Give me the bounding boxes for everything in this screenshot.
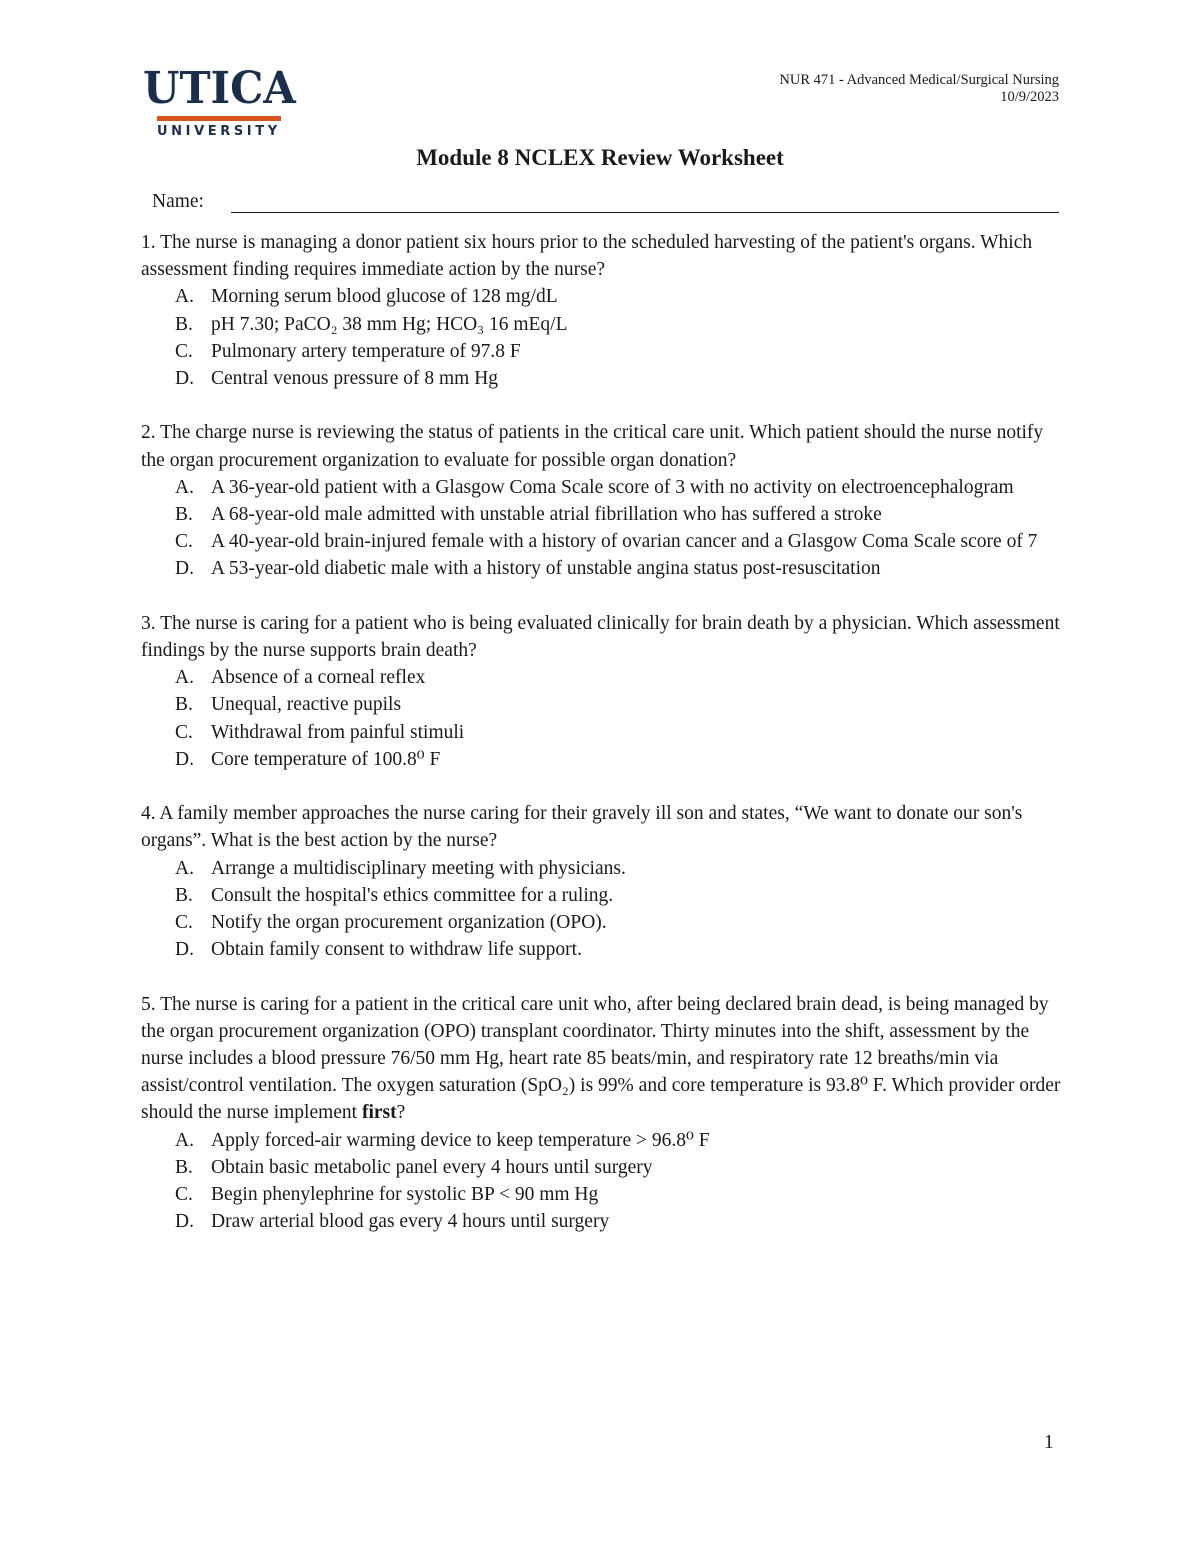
logo-wordmark: UTICA [143, 63, 296, 114]
question-stem-emphasis: first [361, 1102, 397, 1124]
option-letter: A. [175, 476, 194, 498]
answer-option [141, 501, 1071, 528]
question-stem [141, 991, 1071, 1127]
option-letter: C. [175, 531, 193, 553]
question-stem: 4. A family member approaches the nurse caring for their gravely ill son and states, “We want to donate our son's organs”. What is the best action by the nurse? [141, 803, 1023, 852]
option-text: A 68-year-old male admitted with unstable atrial fibrillation who has suffered a stroke [211, 504, 882, 526]
option-letter: C. [175, 721, 193, 743]
university-logo [143, 63, 296, 139]
option-text: pH 7.30; PaCO₂ 38 mm Hg; HCO₃ 16 mEq/L [211, 313, 568, 335]
option-text: Central venous pressure of 8 mm Hg [211, 368, 499, 390]
logo-accent-bar [157, 116, 281, 121]
answer-option [141, 664, 1071, 691]
course-date: 10/9/2023 [1000, 89, 1059, 105]
worksheet-questions [141, 229, 1071, 1263]
option-text: Apply forced-air warming device to keep temperature > 96.8⁰ F [211, 1129, 710, 1151]
answer-option [141, 311, 1071, 338]
option-text: Pulmonary artery temperature of 97.8 F [211, 340, 521, 362]
option-letter: B. [175, 694, 193, 716]
option-text: Arrange a multidisciplinary meeting with physicians. [211, 857, 626, 879]
question-stem-end: ? [396, 1102, 406, 1124]
answer-options [141, 283, 1071, 392]
option-text: A 40-year-old brain-injured female with a history of ovarian cancer and a Glasgow Coma Scale score of 7 [211, 531, 1038, 553]
option-letter: B. [175, 884, 193, 906]
option-letter: A. [175, 667, 194, 689]
option-letter: D. [175, 558, 194, 580]
answer-option [141, 719, 1071, 746]
answer-option [141, 365, 1071, 392]
option-text: Absence of a corneal reflex [211, 667, 426, 689]
answer-option [141, 691, 1071, 718]
option-letter: B. [175, 1156, 193, 1178]
option-text: Morning serum blood glucose of 128 mg/dL [211, 286, 558, 308]
option-text: Obtain basic metabolic panel every 4 hours until surgery [211, 1156, 653, 1178]
option-text: Notify the organ procurement organization (OPO). [211, 912, 607, 934]
question-3 [141, 610, 1071, 773]
answer-option [141, 1154, 1071, 1181]
answer-options [141, 855, 1071, 964]
answer-option [141, 855, 1071, 882]
option-letter: B. [175, 313, 193, 335]
option-text: Obtain family consent to withdraw life support. [211, 939, 582, 961]
page-number: 1 [1044, 1432, 1054, 1453]
answer-option [141, 909, 1071, 936]
answer-options [141, 1127, 1071, 1236]
question-stem: 2. The charge nurse is reviewing the status of patients in the critical care unit. Which patient should the nurse notify the organ procurement organization to evaluate for possible organ donation? [141, 422, 1044, 471]
option-letter: D. [175, 939, 194, 961]
question-stem: 1. The nurse is managing a donor patient six hours prior to the scheduled harvesting of the patient's organs. Which assessment finding requires immediate action by the nurse? [141, 232, 1033, 281]
course-header [779, 72, 1059, 106]
answer-option [141, 882, 1071, 909]
option-letter: A. [175, 1129, 194, 1151]
question-stem-text: 5. The nurse is caring for a patient in the critical care unit who, after being declared brain dead, is being managed by the organ procurement organization (OPO) transplant coordinator. Thirty minutes into the shift, assessment by the nurse includes a blood pressure 76/50 mm Hg, heart rate 85 beats/min, and respiratory rate 12 breaths/min via assist/control ventilation. The oxygen saturation (SpO₂) is 99% and core temperature is 93.8⁰ F. Which provider order should the nurse implement [141, 993, 1061, 1124]
option-letter: D. [175, 368, 194, 390]
option-text: A 53-year-old diabetic male with a history of unstable angina status post-resuscitation [211, 558, 881, 580]
question-stem: 3. The nurse is caring for a patient who is being evaluated clinically for brain death by a physician. Which assessment findings by the nurse supports brain death? [141, 612, 1060, 662]
answer-option [141, 555, 1071, 582]
name-field-line[interactable] [231, 212, 1059, 213]
answer-option [141, 746, 1071, 773]
logo-subtitle: UNIVERSITY [157, 124, 281, 139]
option-letter: D. [175, 1211, 194, 1233]
name-label: Name: [152, 191, 204, 212]
answer-option [141, 936, 1071, 963]
option-letter: A. [175, 857, 194, 879]
option-letter: C. [175, 912, 193, 934]
option-letter: D. [175, 748, 194, 770]
question-1 [141, 229, 1071, 392]
option-letter: C. [175, 1184, 193, 1206]
option-text: Core temperature of 100.8⁰ F [211, 748, 441, 770]
page-title: Module 8 NCLEX Review Worksheet [416, 145, 784, 170]
answer-options [141, 474, 1071, 583]
course-title: NUR 471 - Advanced Medical/Surgical Nursing [779, 72, 1059, 88]
answer-option [141, 1181, 1071, 1208]
answer-option [141, 338, 1071, 365]
answer-option [141, 1127, 1071, 1154]
option-letter: A. [175, 286, 194, 308]
option-text: A 36-year-old patient with a Glasgow Coma Scale score of 3 with no activity on electroencephalogram [211, 476, 1014, 498]
answer-option [141, 528, 1071, 555]
question-4 [141, 800, 1071, 963]
question-5 [141, 991, 1071, 1236]
option-text: Withdrawal from painful stimuli [211, 721, 465, 743]
answer-option [141, 474, 1071, 501]
option-letter: B. [175, 504, 193, 526]
answer-option [141, 1208, 1071, 1235]
option-text: Begin phenylephrine for systolic BP < 90 mm Hg [211, 1184, 599, 1206]
answer-option [141, 283, 1071, 310]
answer-options [141, 664, 1071, 773]
option-text: Consult the hospital's ethics committee for a ruling. [211, 884, 614, 906]
option-letter: C. [175, 340, 193, 362]
question-2 [141, 419, 1071, 582]
option-text: Draw arterial blood gas every 4 hours until surgery [211, 1211, 610, 1233]
option-text: Unequal, reactive pupils [211, 694, 402, 716]
